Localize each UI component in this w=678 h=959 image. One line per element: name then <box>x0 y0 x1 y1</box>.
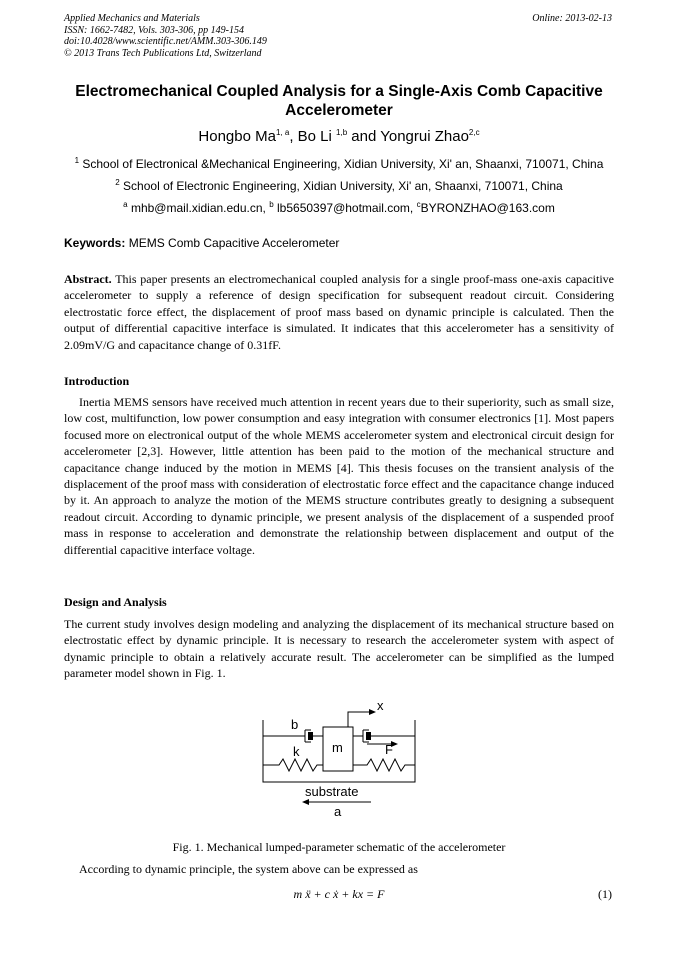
damper-right <box>363 730 371 742</box>
author-list: Hongbo Ma$^{1, a}$, Bo Li $^{1,b}$ and Yongrui Zhao$^{2,c}$ <box>198 128 480 145</box>
equation-number: (1) <box>598 887 612 901</box>
issn-line: ISSN: 1662-7482, Vols. 303-306, pp 149-154 <box>64 24 244 36</box>
author-name: Yongrui Zhao <box>380 128 469 145</box>
author-sup: 1,b <box>336 128 348 137</box>
label-F: F <box>385 742 393 757</box>
x-arrow-line <box>348 712 371 727</box>
doi-line: doi:10.4028/www.scientific.net/AMM.303-306.149 <box>64 36 267 47</box>
keywords <box>64 236 339 250</box>
affiliation-2: $^2$ School of Electronic Engineering, Xidian University, Xi' an, Shaanxi, 710071, China <box>115 178 563 193</box>
author-name: Bo Li <box>297 128 337 145</box>
acceleration-arrowhead <box>302 799 309 805</box>
section-heading-design: Design and Analysis <box>64 595 167 609</box>
author-sup: 2,c <box>468 128 480 137</box>
spring-right <box>353 759 415 771</box>
label-substrate: substrate <box>305 784 359 799</box>
email-link[interactable]: BYRONZHAO@163.com <box>420 201 555 215</box>
spring-left <box>263 759 323 771</box>
section-heading-introduction: Introduction <box>64 374 130 388</box>
paper-title: Electromechanical Coupled Analysis for a Single-Axis Comb Capacitive Accelerometer <box>75 83 603 119</box>
author-sup: 1, a <box>275 128 290 137</box>
label-a: a <box>334 804 342 819</box>
equation: m ẍ + c ẋ + kx = F <box>293 887 385 901</box>
affiliation-1: $^1$ School of Electronical &Mechanical Engineering, Xidian University, Xi' an, Shaanxi, 710071, China <box>74 156 604 171</box>
keywords-text: MEMS Comb Capacitive Accelerometer <box>125 236 340 250</box>
email-link[interactable]: lb5650397@hotmail.com, <box>273 201 417 215</box>
abstract-label: Abstract. <box>64 272 112 286</box>
damper-left <box>305 730 313 742</box>
abstract-text: This paper presents an electromechanical coupled analysis for a single proof-mass one-axis capacitive accelerometer to supply a reference of design specification for subsequent readout circuit. Considering electrostatic force effect, the displacement of proof mass based on dynamic principle is calculated. Then the output of differential capacitive interface is simulated. It indicates that this accelerometer has a sensitivity of 2.09mV/G and capacitance change of 0.31fF. <box>64 272 614 352</box>
label-b: b <box>291 717 299 732</box>
design-text: The current study involves design modeling and analyzing the displacement of its mechanical structure based on electrostatic effect by dynamic principle. It is necessary to research the accelerometer system with aspect of dynamic principle to obtain a relatively accurate result. The accelerometer can be simplified as the lumped parameter model shown in Fig. 1. <box>64 617 614 681</box>
journal-header <box>64 13 267 59</box>
email-link[interactable]: mhb@mail.xidian.edu.cn, <box>127 201 270 215</box>
lumped-parameter-diagram <box>255 698 425 820</box>
copyright-line: © 2013 Trans Tech Publications Ltd, Switzerland <box>64 47 262 59</box>
label-k: k <box>293 744 300 759</box>
online-date: Online: 2013-02-13 <box>532 13 612 24</box>
keywords-label: Keywords: <box>64 236 126 250</box>
x-arrowhead <box>369 709 376 715</box>
abstract <box>64 271 614 353</box>
email-line: $^a$ mhb@mail.xidian.edu.cn, $^b$ lb5650397@hotmail.com, $^c$BYRONZHAO@163.com <box>123 200 555 215</box>
label-m: m <box>332 740 343 755</box>
author-name: Hongbo Ma <box>198 128 276 145</box>
equation-lead-text: According to dynamic principle, the system above can be expressed as <box>79 862 418 876</box>
journal-name: Applied Mechanics and Materials <box>64 13 200 24</box>
introduction-text: Inertia MEMS sensors have received much attention in recent years due to their superiority, such as small size, low cost, multifunction, low power consumption and easy integration with consumer electronics [1]. Most papers focused more on electronical output of the whole MEMS accelerometer system and electronical circuit design for accelerometer [2,3]. However, little attention has been paid to the motion of the mechanical structure and capacitance change induced by the motion in MEMS [4]. This thesis focuses on the transient analysis of the displacement of the proof mass with consideration of electrostatic force effect and the capacitance change induced by it. An approach to analyze the motion of the MEMS structure contributes greatly to designing a subsequent readout circuit. According to dynamic principle, we present analysis of the displacement of a suspended proof mass in response to acceleration and demonstrate the relationship between displacement and output of the differential capacitive interface voltage. <box>64 395 614 557</box>
figure-caption: Fig. 1. Mechanical lumped-parameter schematic of the accelerometer <box>172 840 506 854</box>
label-x: x <box>377 698 384 713</box>
